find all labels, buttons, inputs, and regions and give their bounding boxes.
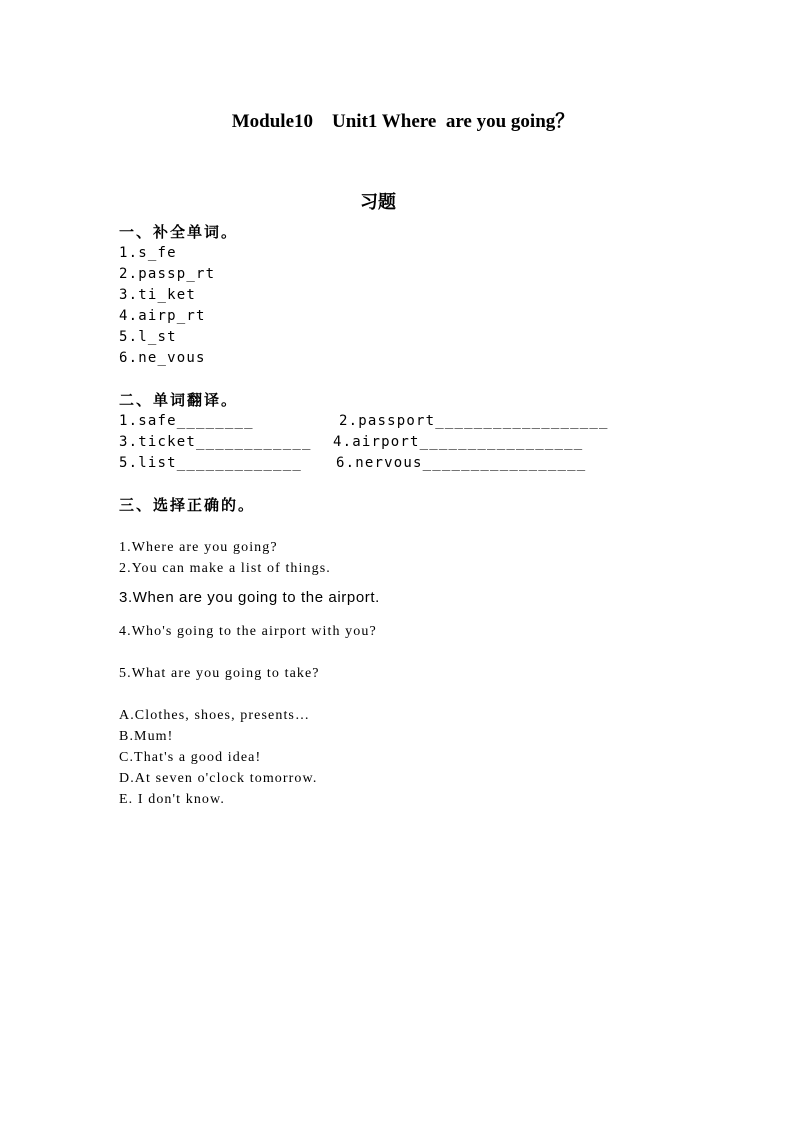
section3-heading: 三、选择正确的。	[119, 496, 256, 514]
page-title: Module10 Unit1 Where are you going？	[231, 111, 575, 132]
section3-question-1: 1.Where are you going?	[119, 540, 278, 555]
section2-item-3: 3.ticket____________	[119, 434, 312, 450]
section2-item-4: 4.airport_________________	[333, 434, 584, 450]
section3-question-5: 5.What are you going to take?	[119, 666, 320, 681]
section2-item-6: 6.nervous_________________	[336, 455, 587, 471]
section3-question-4: 4.Who's going to the airport with you?	[119, 624, 377, 639]
section3-option-d: D.At seven o'clock tomorrow.	[119, 771, 318, 786]
section1-item-6: 6.ne_vous	[119, 350, 206, 366]
section3-option-c: C.That's a good idea!	[119, 750, 262, 765]
section2-item-5: 5.list_____________	[119, 455, 302, 471]
section3-option-a: A.Clothes, shoes, presents…	[119, 708, 311, 723]
exercise-subtitle: 习题	[360, 192, 396, 213]
section1-item-4: 4.airp_rt	[119, 308, 206, 324]
section1-item-3: 3.ti_ket	[119, 287, 197, 303]
section3-question-3: 3.When are you going to the airport.	[119, 589, 380, 606]
section3-option-b: B.Mum!	[119, 729, 174, 744]
section3-question-2: 2.You can make a list of things.	[119, 561, 331, 576]
section3-option-e: E. I don't know.	[119, 792, 225, 807]
section1-item-2: 2.passp_rt	[119, 266, 216, 282]
section1-heading: 一、补全单词。	[119, 223, 239, 241]
section1-item-5: 5.l_st	[119, 329, 177, 345]
section2-item-1: 1.safe________	[119, 413, 254, 429]
section1-item-1: 1.s_fe	[119, 245, 177, 261]
section2-heading: 二、单词翻译。	[119, 391, 239, 409]
section2-item-2: 2.passport__________________	[339, 413, 609, 429]
